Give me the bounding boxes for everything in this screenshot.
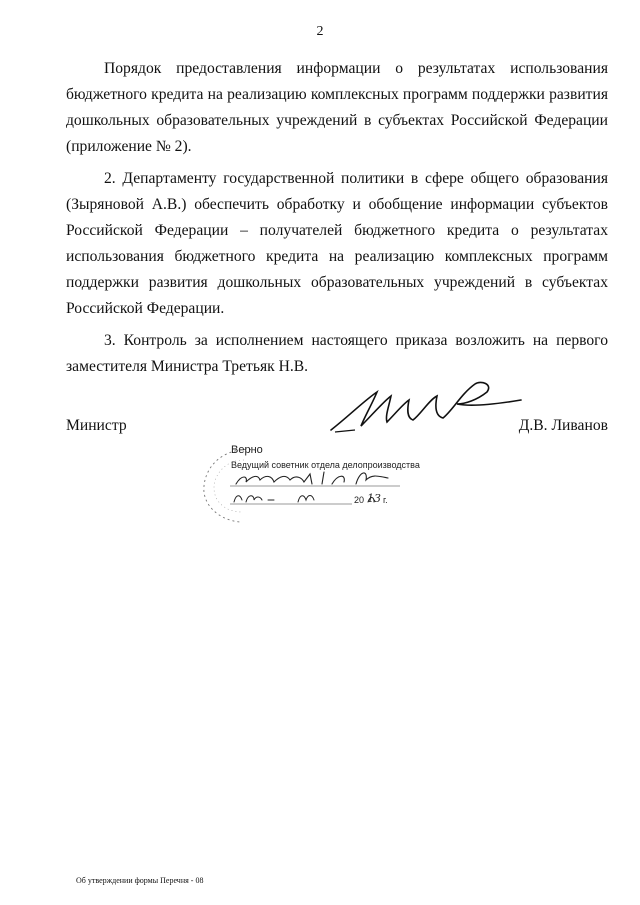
signer-name: Д.В. Ливанов <box>518 417 608 434</box>
stamp-handwriting <box>228 444 428 514</box>
stamp-position: Ведущий советник отдела делопроизводства <box>231 460 420 470</box>
footer-note: Об утверждении формы Перечня - 08 <box>76 876 204 885</box>
signer-title: Министр <box>66 417 127 434</box>
document-body <box>66 56 608 386</box>
stamp-verno: Верно <box>231 444 263 456</box>
page-number: 2 <box>316 24 324 39</box>
stamp-year-prefix: 20 <box>354 495 365 505</box>
paragraph-3: 3. Контроль за исполнением настоящего приказа возложить на первого заместителя Министра Третьяк Н.В. <box>66 332 608 375</box>
paragraph-1: Порядок предоставления информации о результатах использования бюджетного кредита на реализацию комплексных программ поддержки развития дошкольных образовательных учреждений в субъектах Российской Федерации (приложение № 2). <box>66 60 608 155</box>
stamp-g-suffix: г. <box>383 495 388 505</box>
certification-stamp <box>228 444 428 514</box>
signature-row <box>66 417 608 443</box>
stamp-year-suffix: 13 <box>367 492 381 505</box>
paragraph-2: 2. Департаменту государственной политики в сфере общего образования (Зыряновой А.В.) обеспечить обработку и обобщение информации субъектов Российской Федерации – получателей бюджетного кредита о результатах использования бюджетного кредита на реализацию комплексных программ поддержки развития дошкольных образовательных учреждений в субъектах Российской Федерации. <box>66 170 608 317</box>
